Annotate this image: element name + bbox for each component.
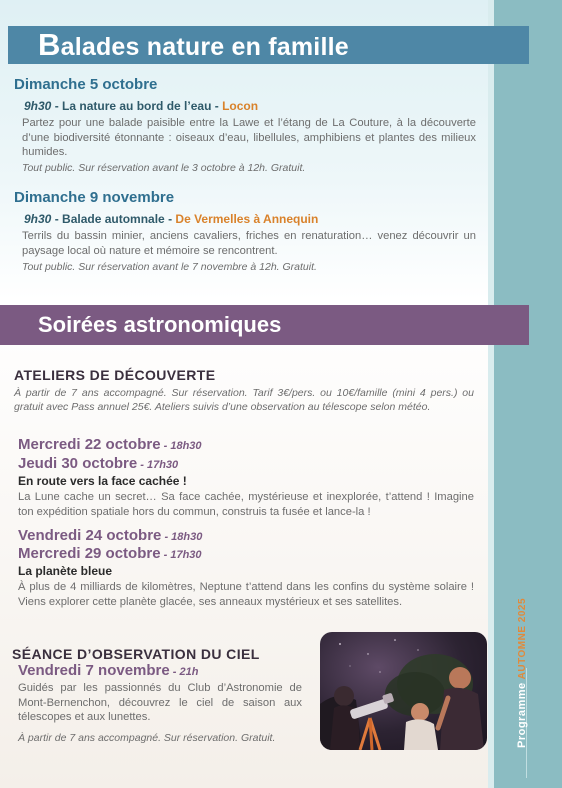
event-note: Tout public. Sur réservation avant le 7 novembre à 12h. Gratuit. [22, 261, 317, 273]
event-date: Dimanche 5 octobre [14, 76, 158, 93]
sidebar-strip [488, 0, 494, 788]
session-date: Mercredi 29 octobre - 17h30 [18, 545, 202, 562]
session-date: Mercredi 22 octobre - 18h30 [18, 436, 202, 453]
session-description: À plus de 4 milliards de kilomètres, Neptune t’attend dans les confins du système solaire ! Viens explorer cette planète glacée, ses anneaux mystérieux et ses satellites. [18, 581, 474, 608]
event-note: Tout public. Sur réservation avant le 3 octobre à 12h. Gratuit. [22, 162, 306, 174]
balades-header [8, 26, 529, 64]
event-description: Partez pour une balade paisible entre la Lawe et l’étang de La Couture, à la découverte d’une biodiversité étonnante : oiseaux d’eau, libellules, amphibiens et plantes des milieux humides. [22, 117, 476, 158]
event-description: Terrils du bassin minier, anciens cavaliers, friches en renaturation… venez découvrir un paysage local où nature et mémoire se rencontrent. [22, 230, 476, 257]
session-description: La Lune cache un secret… Sa face cachée, mystérieuse et inexplorée, t’attend ! Imagine ton expédition spatiale hors du commun, construis ta fusée et lance-la ! [18, 491, 474, 518]
observation-date: Vendredi 7 novembre - 21h [18, 662, 199, 679]
sidebar-programme: Programme [516, 682, 528, 748]
session-date: Vendredi 24 octobre - 18h30 [18, 527, 203, 544]
sidebar-label [512, 598, 530, 748]
ateliers-intro: À partir de 7 ans accompagné. Sur réservation. Tarif 3€/pers. ou 10€/famille (mini 4 pers.) ou gratuit avec Pass annuel 25€. Ateliers suivis d’une observation au télescope selon météo. [14, 387, 474, 413]
sidebar-season: AUTOMNE 2025 [517, 597, 528, 680]
ateliers-title: ATELIERS DE DÉCOUVERTE [14, 367, 216, 383]
session-title: La planète bleue [18, 564, 113, 578]
session-title: En route vers la face cachée ! [18, 474, 187, 488]
event-date: Dimanche 9 novembre [14, 189, 175, 206]
balades-title: Balades nature en famille [38, 27, 349, 62]
event-title-line: 9h30 - Balade automnale - De Vermelles à Annequin [24, 212, 319, 226]
observation-note: À partir de 7 ans accompagné. Sur réservation. Gratuit. [18, 732, 276, 744]
event-title-line: 9h30 - La nature au bord de l’eau - Locon [24, 99, 259, 113]
astronomy-photo [320, 632, 487, 750]
observation-description: Guidés par les passionnés du Club d’Astronomie de Mont-Bernenchon, découvrez le ciel de saison aux télescopes et aux lunettes. [18, 682, 302, 723]
soirees-title: Soirées astronomiques [38, 312, 282, 337]
session-date: Jeudi 30 octobre - 17h30 [18, 455, 179, 472]
soirees-header [0, 305, 529, 345]
observation-title: SÉANCE D’OBSERVATION DU CIEL [12, 646, 260, 662]
telescope-scene-illustration [320, 632, 487, 750]
